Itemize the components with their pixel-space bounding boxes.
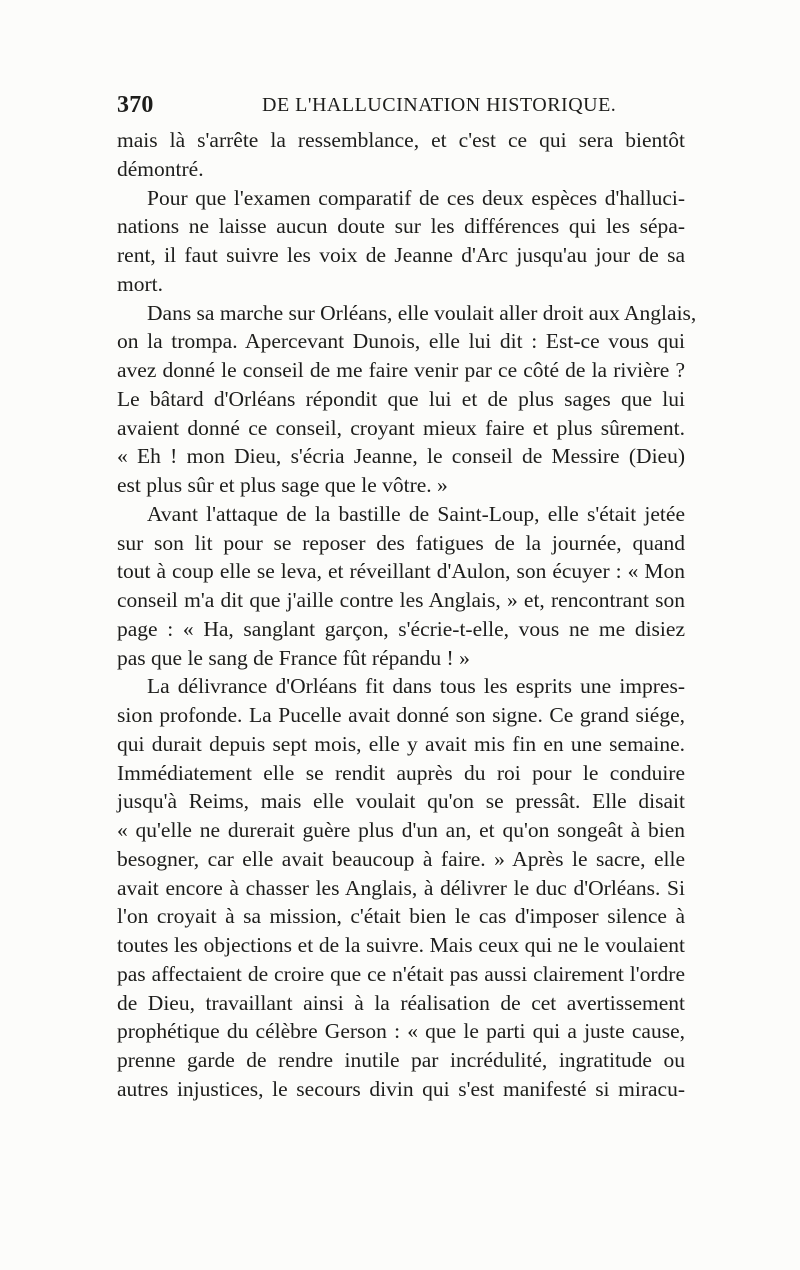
text-line: La délivrance d'Orléans fit dans tous les esprits une impres- bbox=[147, 674, 685, 699]
text-line: toutes les objections et de la suivre. Mais ceux qui ne le voulaient bbox=[117, 933, 685, 957]
text-line: prophétique du célèbre Gerson : « que le parti qui a juste cause, bbox=[117, 1019, 685, 1044]
text-line: Pour que l'examen comparatif de ces deux espèces d'halluci- bbox=[147, 185, 685, 210]
page-number: 370 bbox=[117, 92, 154, 118]
text-line: l'on croyait à sa mission, c'était bien le cas d'imposer silence à bbox=[117, 904, 685, 929]
text-line: « qu'elle ne durerait guère plus d'un an, et qu'on songeât à bien bbox=[117, 818, 685, 842]
text-line: page : « Ha, sanglant garçon, s'écrie-t-elle, vous ne me disiez bbox=[117, 616, 685, 641]
text-line: on la trompa. Apercevant Dunois, elle lui dit : Est-ce vous qui bbox=[117, 329, 685, 354]
text-line: autres injustices, le secours divin qui s'est manifesté si miracu- bbox=[117, 1076, 685, 1101]
text-line: mort. bbox=[117, 271, 163, 296]
text-line: prenne garde de rendre inutile par incrédulité, ingratitude ou bbox=[117, 1048, 685, 1072]
page-header bbox=[117, 92, 685, 122]
text-line: Le bâtard d'Orléans répondit que lui et de plus sages que lui bbox=[117, 386, 685, 411]
text-line: qui durait depuis sept mois, elle y avait mis fin en une semaine. bbox=[117, 731, 685, 756]
text-line: démontré. bbox=[117, 156, 204, 181]
text-line: avez donné le conseil de me faire venir par ce côté de la rivière ? bbox=[117, 358, 685, 382]
text-line: rent, il faut suivre les voix de Jeanne d'Arc jusqu'au jour de sa bbox=[117, 243, 685, 267]
text-line: est plus sûr et plus sage que le vôtre. » bbox=[117, 473, 448, 497]
text-line: tout à coup elle se leva, et réveillant d'Aulon, son écuyer : « Mon bbox=[117, 559, 685, 584]
text-line: sion profonde. La Pucelle avait donné son signe. Ce grand siége, bbox=[117, 703, 685, 727]
text-line: « Eh ! mon Dieu, s'écria Jeanne, le conseil de Messire (Dieu) bbox=[117, 444, 685, 469]
body-text bbox=[117, 126, 697, 1104]
text-line: Immédiatement elle se rendit auprès du roi pour le conduire bbox=[117, 760, 685, 785]
text-line: Dans sa marche sur Orléans, elle voulait aller droit aux Anglais, bbox=[147, 300, 697, 325]
text-line: pas affectaient de croire que ce n'était pas aussi clairement l'ordre bbox=[117, 961, 685, 986]
text-line: sur son lit pour se reposer des fatigues de la journée, quand bbox=[117, 530, 685, 555]
text-line: avaient donné ce conseil, croyant mieux faire et plus sûrement. bbox=[117, 415, 685, 440]
running-title: DE L'HALLUCINATION HISTORIQUE. bbox=[262, 94, 617, 116]
text-line: mais là s'arrête la ressemblance, et c'est ce qui sera bientôt bbox=[117, 128, 685, 152]
text-line: besogner, car elle avait beaucoup à faire. » Après le sacre, elle bbox=[117, 846, 685, 871]
text-line: avait encore à chasser les Anglais, à délivrer le duc d'Orléans. Si bbox=[117, 875, 685, 900]
text-line: pas que le sang de France fût répandu ! » bbox=[117, 645, 470, 670]
text-line: Avant l'attaque de la bastille de Saint-Loup, elle s'était jetée bbox=[147, 501, 685, 526]
text-line: conseil m'a dit que j'aille contre les Anglais, » et, rencontrant son bbox=[117, 588, 685, 612]
text-line: jusqu'à Reims, mais elle voulait qu'on se pressât. Elle disait bbox=[117, 789, 685, 814]
text-line: nations ne laisse aucun doute sur les différences qui les sépa- bbox=[117, 214, 685, 239]
text-line: de Dieu, travaillant ainsi à la réalisation de cet avertissement bbox=[117, 990, 685, 1015]
